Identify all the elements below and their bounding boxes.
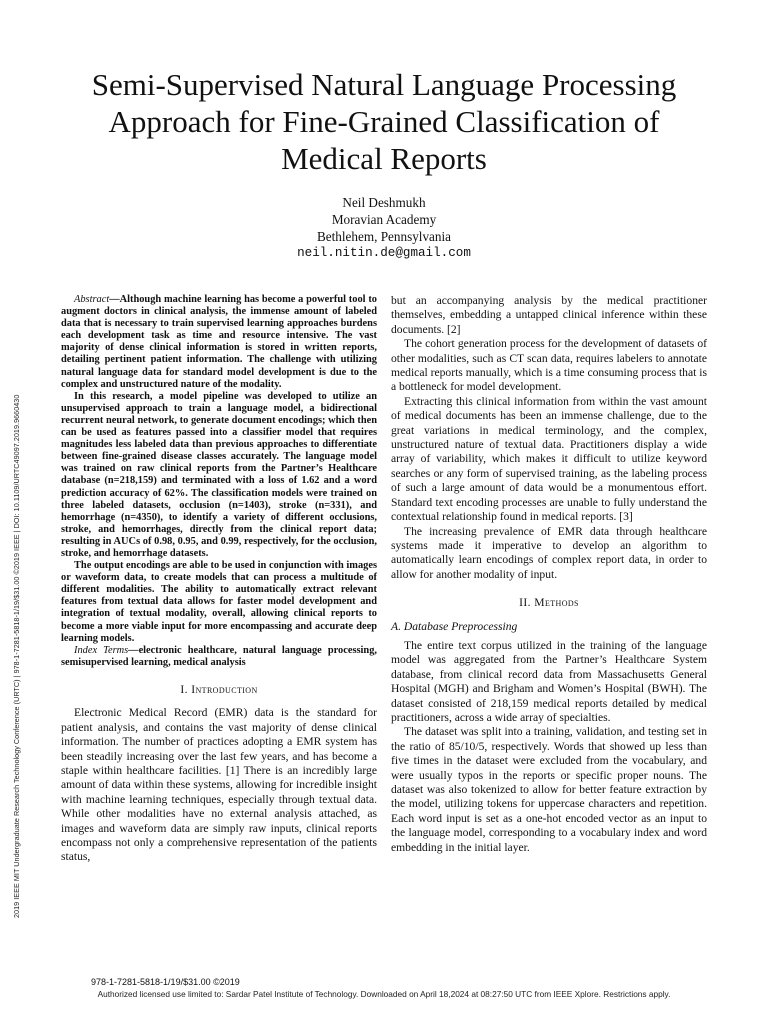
section-2-numeral: II. bbox=[519, 596, 531, 610]
right-paragraph-cohort: The cohort generation process for the development of datasets of other modalities, such as CT scan data, requires labelers to annotate medical reports manually, which is a time consuming process that is a bottleneck for model development. bbox=[391, 337, 707, 394]
right-paragraph-extracting: Extracting this clinical information from within the vast amount of medical documents has been an immense challenge, due to the great variations in medical terminology, and the complex, unstructured nature of textual data. Practitioners display a wide array of variability, which makes it difficult to utilize keyword searches or any form of supervised training, as the labeling process of such a large amount of data would be a monumentous effort. Standard text encoding processes are unable to fully understand the contextual relationship found in medical reports. [3] bbox=[391, 394, 707, 524]
subsection-label: A. bbox=[391, 619, 401, 633]
subsection-title: Database Preprocessing bbox=[403, 619, 518, 633]
abstract-paragraph-3: The output encodings are able to be used in conjunction with images or waveform data, to create models that can process a multitude of different modalities. The ability to automatically extract relevant features from textual data allows for faster model development and integration of textual modality, overall, allowing clinical reports to become a more viable input for more encompassing and accurate deep learning models. bbox=[61, 560, 377, 644]
author-location: Bethlehem, Pennsylvania bbox=[316, 229, 452, 244]
methods-paragraph-1: The entire text corpus utilized in the training of the language model was aggregated from the Partner’s Healthcare System database, from clinical record data from Massachusetts General Hospital (MGH) and Brigham and Women’s Hospital (BWH). The dataset consisted of 218,159 medical reports detailed by medical practitioners, across a wide array of specialties. bbox=[391, 638, 707, 724]
author-email: neil.nitin.de@gmail.com bbox=[297, 246, 471, 260]
section-1-numeral: I. bbox=[180, 682, 188, 696]
right-paragraph-continued: but an accompanying analysis by the medical practitioner themselves, embedding a untapped clinical inference within these documents. [2] bbox=[391, 294, 707, 336]
abstract-text-1: —Although machine learning has become a powerful tool to augment doctors in clinical analysis, the immense amount of labeled data that is necessary to train supervised learning approaches burdens each development task as time and resource intensive. The vast majority of dense clinical information is stored in written reports, detailing pertinent patient information. The challenge with utilizing natural language data for standard model development is due to the complex and unstructured nature of the modality. bbox=[61, 294, 377, 390]
subsection-heading-database bbox=[391, 620, 707, 634]
index-terms-text: —electronic healthcare, natural language processing, semisupervised learning, medical analysis bbox=[61, 644, 377, 668]
abstract-paragraph-1 bbox=[61, 294, 377, 391]
section-heading-introduction bbox=[61, 683, 377, 697]
side-margin-citation bbox=[12, 278, 26, 918]
right-paragraph-prevalence: The increasing prevalence of EMR data through healthcare systems made it imperative to develop an algorithm to automatically learn encodings of complex report data, in order to allow for another modality of input. bbox=[391, 524, 707, 581]
side-citation-text: 2019 IEEE MIT Undergraduate Research Technology Conference (URTC) | 978-1-7281-5818-1/19/$31.00 ©2019 IEEE | DOI: 10.1109/URTC49097.2019.9660430 bbox=[12, 394, 21, 918]
section-heading-methods bbox=[391, 596, 707, 610]
author-affiliation: Moravian Academy bbox=[331, 212, 437, 227]
abstract-paragraph-2: In this research, a model pipeline was developed to utilize an unsupervised approach to train a language model, a bidirectional recurrent neural network, to generate document encodings; which then can be used as features passed into a classifier model that requires magnitudes less labeled data than previous approaches to differentiate between fine-grained disease classes accurately. The language model was trained on raw clinical reports from the Partner’s Healthcare database (n=218,159) and terminated with a loss of 1.62 and a word prediction accuracy of 62%. The classification models were trained on three labeled datasets, occlusion (n=1403), stroke (n=331), and hemorrhage (n=4350), to identify a variety of different occlusions, stroke, and hemorrhages, directly from the clinical report data; resulting in AUCs of 0.98, 0.95, and 0.99, respectively, for the occlusion, stroke, and hemorrhage datasets. bbox=[61, 390, 377, 559]
methods-paragraph-2: The dataset was split into a training, validation, and testing set in the ratio of 85/10/5, respectively. Words that showed up less than five times in the dataset were excluded from the vocabulary, and were usually typos in the reports or specific proper nouns. The dataset was also tokenized to allow for better feature extraction by the model, utilizing tokens for uppercase characters and repetition. Each word input is set as a one-hot encoded vector as an input to the language model, corresponding to a vocabulary index and word embedding in the initial layer. bbox=[391, 725, 707, 854]
footer-authorization-notice: Authorized licensed use limited to: Sardar Patel Institute of Technology. Downloaded on April 18,2024 at 08:27:50 UTC from IEEE Xplore. Restrictions apply. bbox=[97, 989, 671, 999]
right-column bbox=[391, 294, 707, 855]
index-terms bbox=[61, 645, 377, 669]
footer-isbn: 978-1-7281-5818-1/19/$31.00 ©2019 bbox=[91, 977, 240, 987]
author-block bbox=[200, 194, 568, 262]
section-1-title: Introduction bbox=[191, 682, 258, 696]
abstract bbox=[61, 294, 377, 669]
introduction-paragraph-1: Electronic Medical Record (EMR) data is the standard for patient analysis, and contains the vast majority of dense clinical information. The number of practices adopting a EMR system has been steadily increasing over the last few years, and has become a staple within healthcare facilities. [1] There is an incredibly large amount of data within these systems, allowing for incredible insight with machine learning techniques, especially through textual data. While other modalities have no external analysis attached, as images and waveform data are simply raw inputs, clinical reports encompass not only a comprehensive representation of the patients status, bbox=[61, 706, 377, 864]
paper-title: Semi-Supervised Natural Language Processing Approach for Fine-Grained Classification of Medical Reports bbox=[91, 67, 677, 176]
abstract-label: Abstract bbox=[74, 294, 110, 305]
author-name: Neil Deshmukh bbox=[342, 195, 426, 210]
index-terms-label: Index Terms bbox=[74, 644, 129, 656]
left-column bbox=[61, 294, 377, 865]
section-2-title: Methods bbox=[534, 596, 579, 610]
